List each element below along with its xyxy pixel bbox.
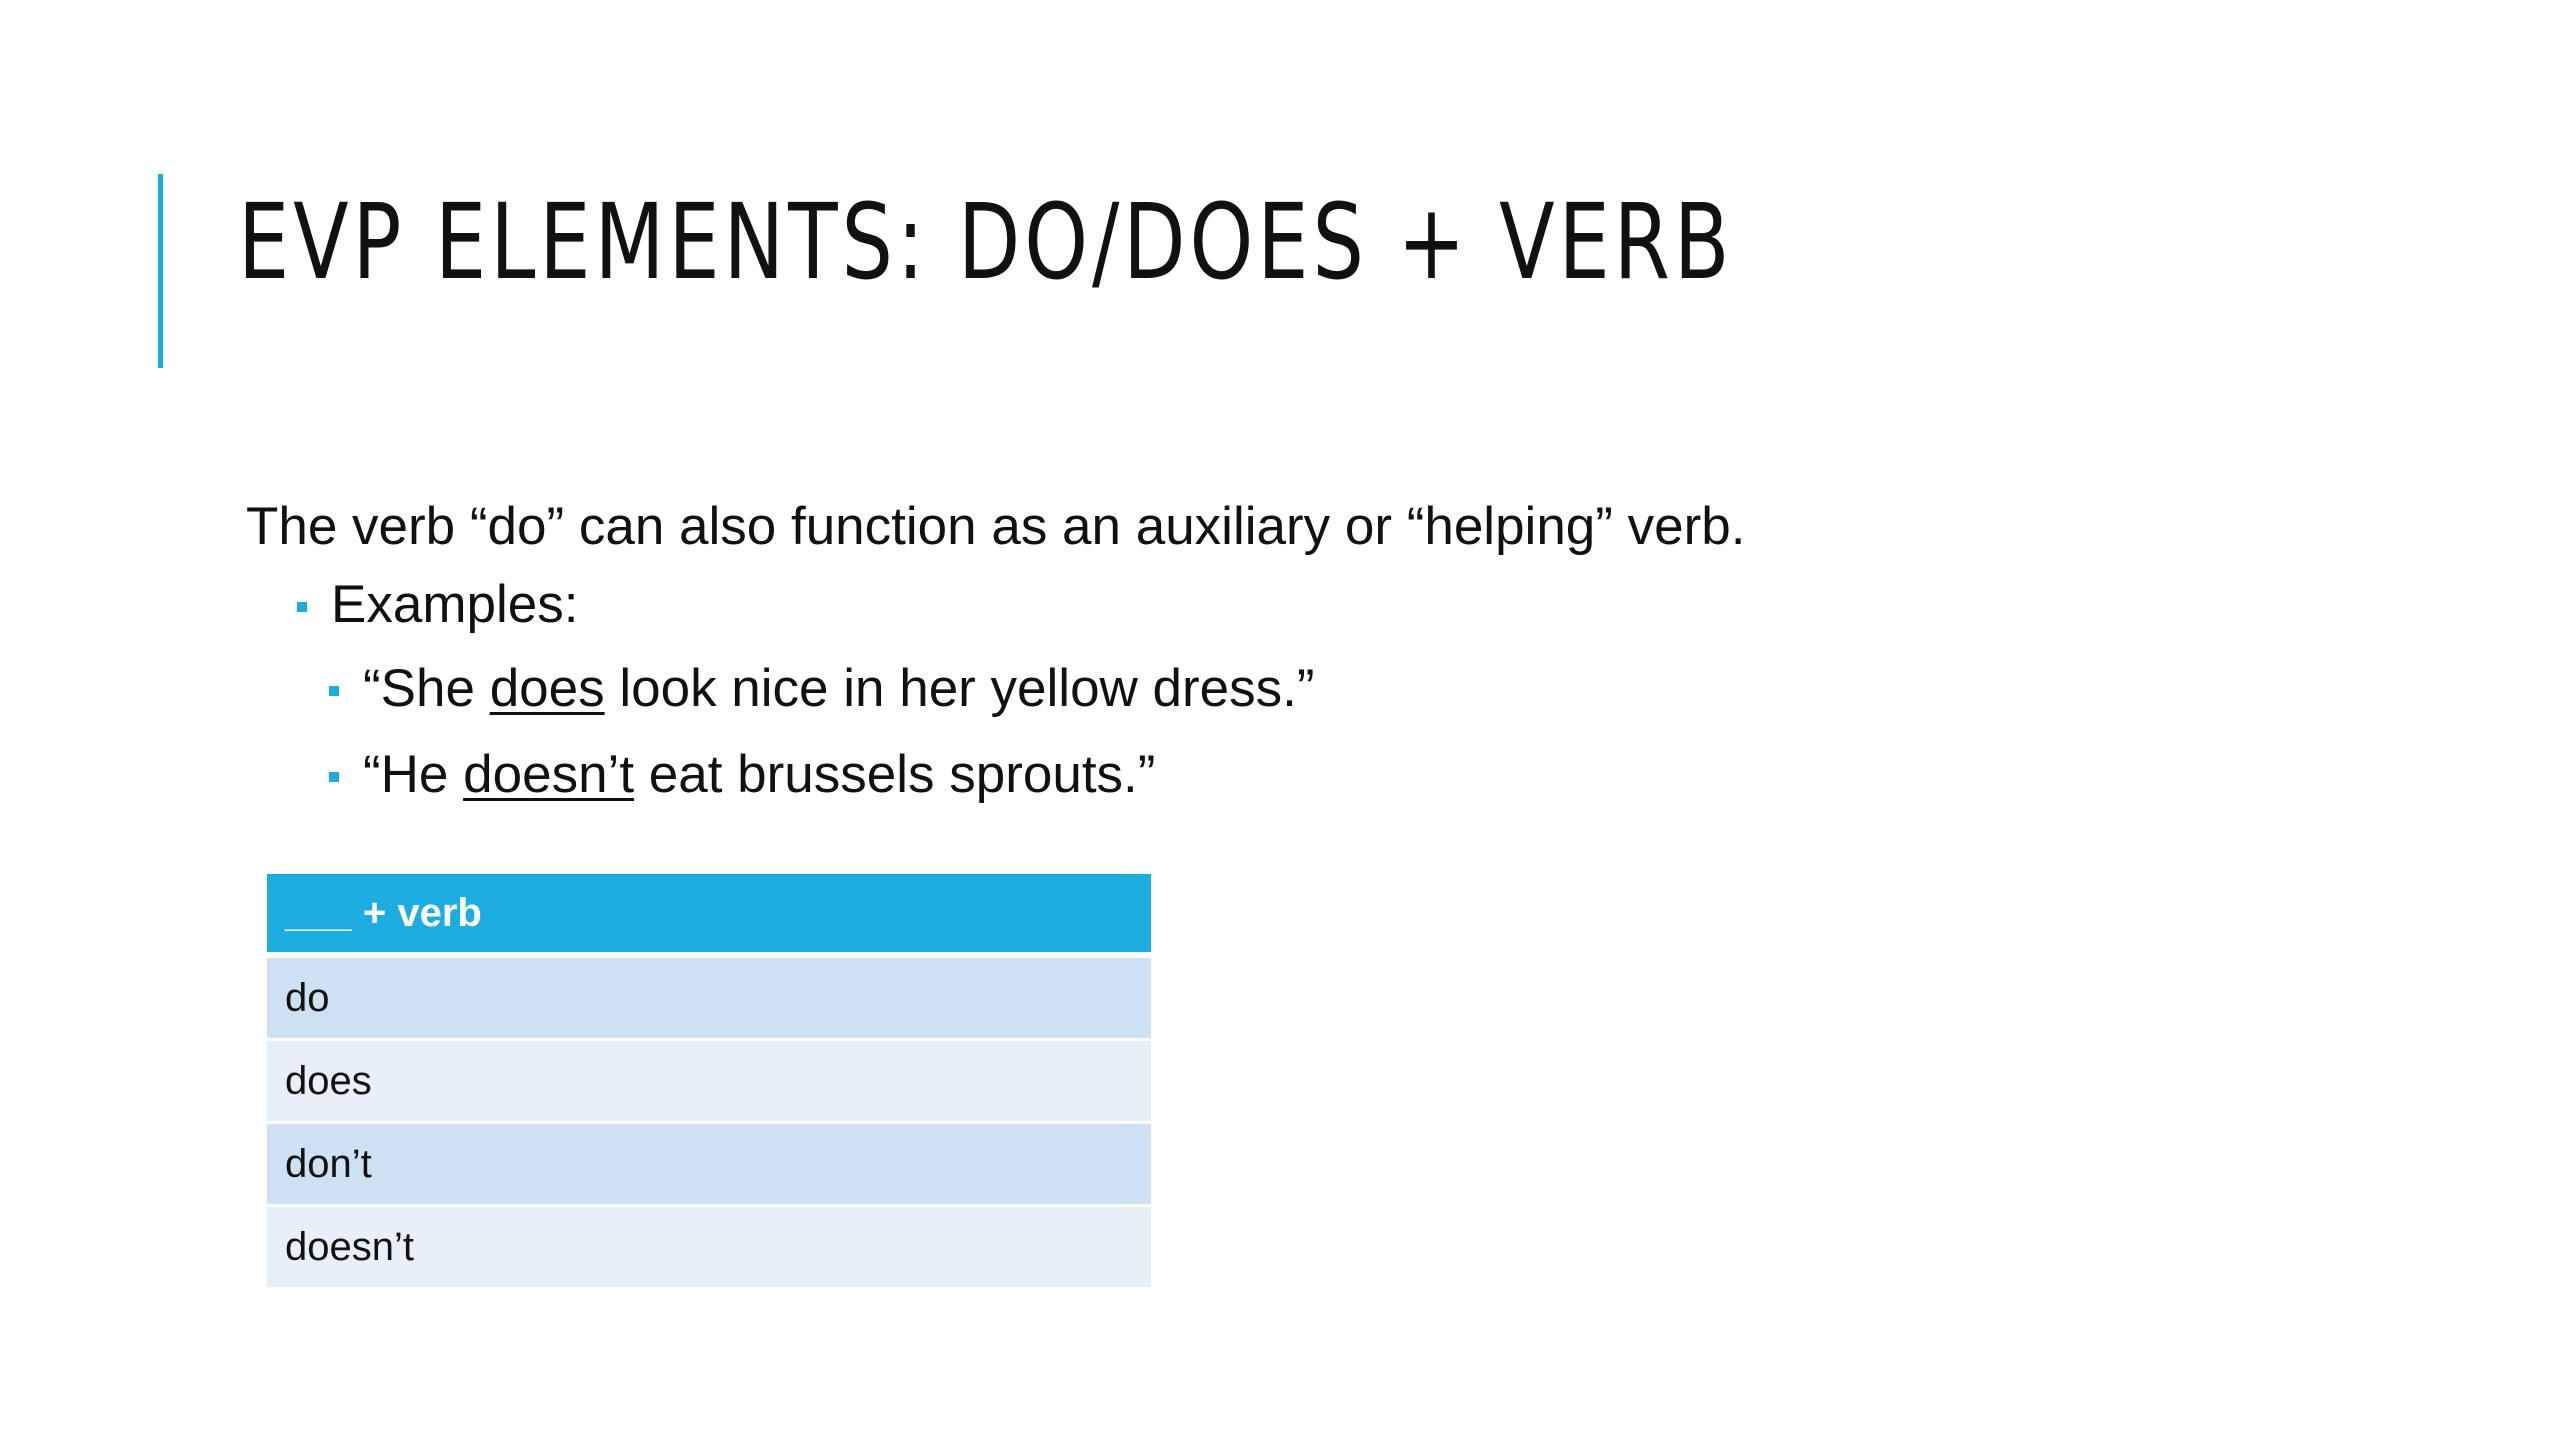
bullet-icon [329, 686, 339, 696]
bullet-icon [329, 772, 339, 782]
example-underlined-verb: does [489, 659, 605, 718]
example-item [363, 656, 1745, 722]
example-text-before: “She [363, 659, 490, 718]
table-row [267, 1041, 1151, 1124]
table-cell: don’t [267, 1124, 1151, 1207]
example-text-before: “He [363, 745, 464, 804]
examples-label: Examples: [331, 575, 579, 634]
table-row [267, 1124, 1151, 1207]
slide-body [246, 494, 1745, 808]
title-accent-bar [158, 174, 163, 368]
bullet-icon [297, 602, 307, 612]
table-cell: does [267, 1041, 1151, 1124]
example-text-after: look nice in her yellow dress.” [604, 659, 1315, 718]
table-header-cell: ___ + verb [267, 874, 1151, 958]
table-cell: doesn’t [267, 1207, 1151, 1290]
example-item [363, 742, 1745, 808]
example-text-after: eat brussels sprouts.” [634, 745, 1156, 804]
intro-text: The verb “do” can also function as an auxiliary or “helping” verb. [246, 497, 1746, 556]
verb-table [267, 874, 1151, 1290]
examples-item [331, 572, 1745, 638]
slide-title: EVP ELEMENTS: DO/DOES + VERB [238, 181, 1734, 303]
table-row [267, 1207, 1151, 1290]
table-cell: do [267, 958, 1151, 1041]
table-row [267, 958, 1151, 1041]
example-underlined-verb: doesn’t [463, 745, 635, 804]
table-header-row [267, 874, 1151, 958]
